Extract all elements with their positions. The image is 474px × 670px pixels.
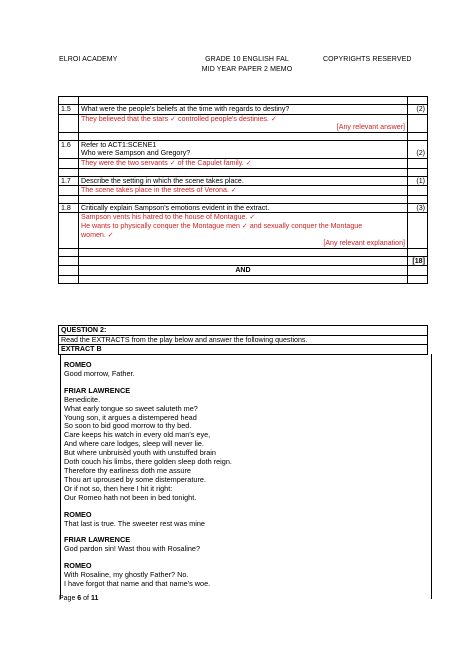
question-marks: (3) <box>408 203 428 213</box>
speech-line: Good morrow, Father. <box>64 368 135 378</box>
question2-title: QUESTION 2: <box>59 326 428 336</box>
speaker-name: ROMEO <box>64 360 92 369</box>
answer-row-1-7 <box>59 186 428 196</box>
question-text: Describe the setting in which the scene takes place. <box>79 176 408 186</box>
question-text: Critically explain Sampson's emotions evident in the extract. <box>79 203 408 213</box>
question-number: 1.5 <box>59 105 79 115</box>
question-marks: (2) <box>408 140 428 158</box>
speech-line: Thou art uproused by some distemperature. <box>64 474 206 484</box>
question-number: 1.7 <box>59 176 79 186</box>
question-text <box>79 140 408 158</box>
speech-line: And where care lodges, sleep will never lie. <box>64 439 204 449</box>
memo-table <box>58 96 428 284</box>
answer-note: [Any relevant explanation] <box>323 239 405 248</box>
answer-row-1-5 <box>59 114 428 132</box>
speech-line: Our Romeo hath not been in bed tonight. <box>64 492 197 502</box>
question-row-1-7 <box>59 176 428 186</box>
question-row-1-8 <box>59 203 428 213</box>
spacer-row <box>59 195 428 203</box>
answer-note: [Any relevant answer] <box>336 123 405 132</box>
answer-line: He wants to physically conquer the Montague men ✓ and sexually conquer the Montague <box>81 221 363 230</box>
footer-mid: of <box>81 595 91 602</box>
speech-line: But where unbruisèd youth with unstuffed brain <box>64 448 216 458</box>
speaker-name: ROMEO <box>64 509 92 519</box>
header-paper: MID YEAR PAPER 2 MEMO <box>201 66 293 73</box>
answer-line: women. ✓ <box>81 230 114 239</box>
speech-line: Benedicite. <box>64 394 101 404</box>
answer-text: The scene takes place in the streets of Verona. ✓ <box>79 186 408 196</box>
extract-label: EXTRACT B <box>59 345 428 355</box>
footer-page: 6 <box>77 595 82 602</box>
question-line: Refer to ACT1:SCENE1 <box>81 140 157 149</box>
header-school: ELROI ACADEMY <box>59 56 118 63</box>
spacer-row <box>59 168 428 176</box>
and-label: AND <box>79 266 408 276</box>
speech-line: I have forgot that name and that name's woe. <box>64 579 211 589</box>
answer-line: They believed that the stars ✓ controlled people's destinies. ✓ <box>81 114 277 123</box>
speech-line: Doth couch his limbs, there golden sleep doth reign. <box>64 457 232 467</box>
answer-text <box>79 213 408 248</box>
question-text: What were the people's beliefs at the time with regards to destiny? <box>79 105 408 115</box>
question-marks: (1) <box>408 176 428 186</box>
footer-total: 11 <box>90 595 99 602</box>
speech-line: God pardon sin! Wast thou with Rosaline? <box>64 544 201 554</box>
speech-line: Or if not so, then here I hit it right: <box>64 483 173 493</box>
play-extract <box>64 361 232 589</box>
question-row-1-5 <box>59 105 428 115</box>
speech-line: What early tongue so sweet saluteth me? <box>64 403 198 413</box>
question-number: 1.6 <box>59 140 79 158</box>
answer-row-1-8 <box>59 213 428 248</box>
speech-line: With Rosaline, my ghostly Father? No. <box>64 570 189 580</box>
question-marks: (2) <box>408 105 428 115</box>
speaker-name: FRIAR LAWRENCE <box>64 535 131 545</box>
question2-table <box>58 325 428 355</box>
question2-instruction: Read the EXTRACTS from the play below and answer the following questions. <box>59 335 428 345</box>
speech-line: Young son, it argues a distempered head <box>64 412 197 422</box>
spacer-row <box>59 248 428 256</box>
answer-text: They were the two servants ✓ of the Capulet family. ✓ <box>79 158 408 168</box>
speech-line: That last is true. The sweeter rest was mine <box>64 518 205 528</box>
total-row <box>59 256 428 266</box>
answer-line: Sampson vents his hatred to the house of Montague. ✓ <box>81 213 256 222</box>
question-number: 1.8 <box>59 203 79 213</box>
header-copyright: COPYRIGHTS RESERVED <box>323 56 412 63</box>
footer-prefix: Page <box>59 595 78 602</box>
answer-row-1-6 <box>59 158 428 168</box>
spacer-row <box>59 275 428 283</box>
speaker-name: FRIAR LAWRENCE <box>64 385 131 395</box>
speech-line: So soon to bid good morrow to thy bed. <box>64 421 192 431</box>
total-marks: [18] <box>408 256 428 266</box>
header-subject: GRADE 10 ENGLISH FAL <box>205 56 289 63</box>
question-line: Who were Sampson and Gregory? <box>81 149 191 158</box>
speech-line: Care keeps his watch in every old man's eye, <box>64 430 211 440</box>
answer-text <box>79 114 408 132</box>
header-title <box>199 56 295 73</box>
and-row <box>59 266 428 276</box>
speaker-name: ROMEO <box>64 561 92 571</box>
question-row-1-6 <box>59 140 428 158</box>
page-footer <box>59 595 98 602</box>
spacer-row <box>59 132 428 140</box>
speech-line: Therefore thy earliness doth me assure <box>64 465 191 475</box>
spacer-row <box>59 97 428 105</box>
